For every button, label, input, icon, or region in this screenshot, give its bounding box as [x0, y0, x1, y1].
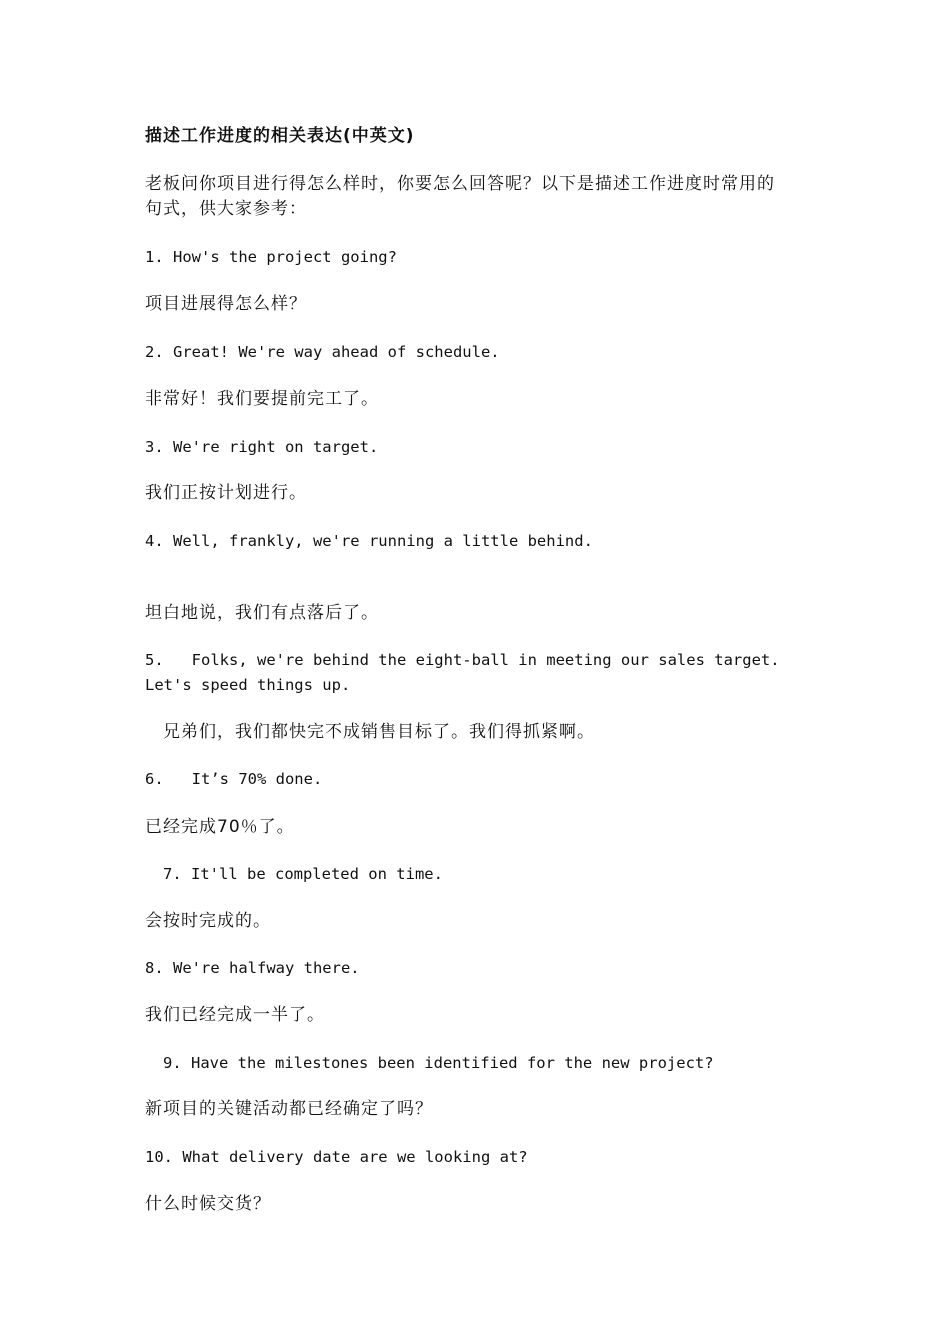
item-10-english: 10. What delivery date are we looking at? — [145, 1148, 528, 1166]
item-2-chinese: 非常好！我们要提前完工了。 — [145, 389, 379, 409]
item-6-english: 6. It’s 70% done. — [145, 770, 323, 788]
item-3-english: 3. We're right on target. — [145, 438, 379, 456]
item-1-chinese: 项目进展得怎么样？ — [145, 294, 307, 314]
item-5-english-cont: Let's speed things up. — [145, 676, 351, 694]
item-7-chinese: 会按时完成的。 — [145, 911, 271, 931]
item-4-english: 4. Well, frankly, we're running a little behind. — [145, 532, 593, 550]
item-3-chinese: 我们正按计划进行。 — [145, 483, 307, 503]
item-9-chinese: 新项目的关键活动都已经确定了吗？ — [145, 1099, 433, 1119]
item-7-english: 7. It'll be completed on time. — [163, 865, 443, 883]
item-6-chinese: 已经完成70％了。 — [145, 817, 295, 837]
item-5-english: 5. Folks, we're behind the eight-ball in meeting our sales target. — [145, 651, 780, 669]
intro-line-1: 老板问你项目进行得怎么样时，你要怎么回答呢？以下是描述工作进度时常用的 — [145, 174, 775, 194]
intro-line-2: 句式，供大家参考： — [145, 199, 307, 219]
item-10-chinese: 什么时候交货？ — [145, 1194, 271, 1214]
item-4-chinese: 坦白地说，我们有点落后了。 — [145, 603, 379, 623]
document-title: 描述工作进度的相关表达(中英文) — [145, 126, 415, 146]
item-9-english: 9. Have the milestones been identified for the new project? — [163, 1054, 714, 1072]
item-1-english: 1. How's the project going? — [145, 248, 397, 266]
item-8-chinese: 我们已经完成一半了。 — [145, 1005, 325, 1025]
item-2-english: 2. Great! We're way ahead of schedule. — [145, 343, 500, 361]
item-5-chinese: 兄弟们，我们都快完不成销售目标了。我们得抓紧啊。 — [163, 722, 595, 742]
item-8-english: 8. We're halfway there. — [145, 959, 360, 977]
